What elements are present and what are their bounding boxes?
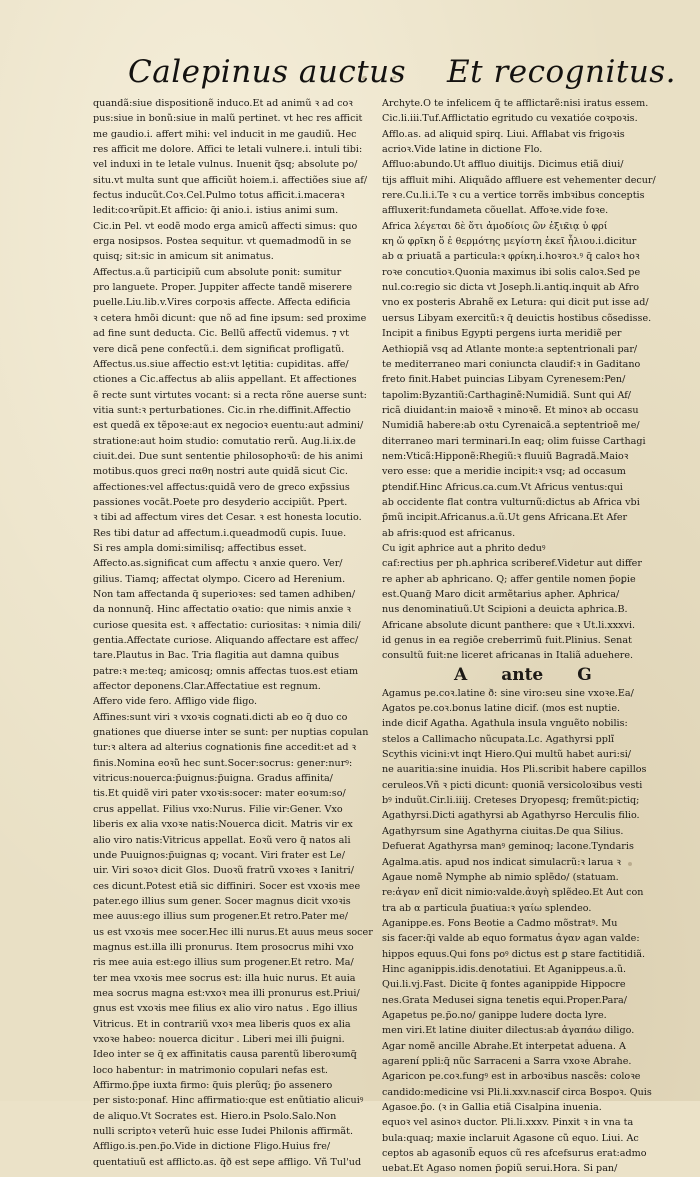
text-line: tra ab α particula p̃uatiua:ꝛ γαίω splendeo. [382, 902, 592, 914]
text-line: hippos equus.Qui fons poꝰ dictus est ꝑ stare factitidiã. [382, 948, 646, 960]
section-marker-middle: ante [501, 664, 544, 685]
text-line: Cu igit aphrice aut a phrito deduꝰ [382, 542, 546, 554]
text-line: nulli scriptoꝛ veterũ huic esse Iudei Philonis affirmãt. [93, 1126, 354, 1138]
text-line: pro languete. Proper. Juppiter affecte tandẽ miserere [93, 282, 353, 294]
text-line: alio viro natis:Vitricus appellat. Eoꝛũ vero q̃ natos ali [93, 834, 351, 846]
section-marker-left: A [454, 664, 468, 685]
text-line: liberis ex alia vxoꝛe natis:Nouerca dicit. Matris vir ex [93, 819, 353, 831]
text-line: unde Puuignos:p̃uignas q; vocant. Viri frater est Le/ [93, 849, 345, 861]
text-line: gentia.Affectate curiose. Aliquando affectare est affec/ [93, 635, 359, 647]
text-line: ciuit.dei. Due sunt sententie philosophoꝛũ: de his animi [93, 450, 363, 462]
text-line: quentatiuũ est afflicto.as. q̃ð est sepe affligo. Vñ Tul'ud [93, 1156, 362, 1168]
text-line: Agalma.atis. apud nos indicat simulacrũ:ꝛ larua ꝛ [382, 856, 621, 868]
text-line: stratione:aut hoim studio: comutatio rerũ. Aug.li.ix.de [93, 435, 356, 447]
text-line: crus appellat. Filius vxo:Nurus. Filie vir:Gener. Vxo [93, 803, 343, 815]
text-line: ne auaritia:sine inuidia. Hos Pli.scribit habere capillos [382, 764, 647, 776]
text-line: Agapetus pe.p̃o.no/ ganippe ludere docta lyre. [382, 1009, 607, 1021]
text-line: agarení ppli:q̃ nũc Sarraceni a Sarra vxoꝛe Abrahe. [382, 1055, 632, 1067]
text-line: affector deponens.Clar.Affectatiue est regnum. [93, 681, 321, 693]
running-head-right: Et recognitus. [447, 54, 677, 90]
text-line: ces dicunt.Potest etiã sic diffiniri. Socer est vxoꝛis mee [93, 880, 361, 892]
text-line: diterraneo mari terminari.In eaq; olim fuisse Carthagi [382, 435, 646, 447]
text-line: passiones vocãt.Poete pro desyderio accipiũt. Ppert. [93, 496, 348, 508]
text-line: Cic.in Pel. vt eodẽ modo erga amicũ affecti simus: quo [93, 220, 358, 232]
text-line: κη ὥ φρῖκη ὅ ἐ θερμότης μεγίστη ἐκεῖ ἦλιου.i.dicitur [382, 236, 637, 248]
text-line: Agathyrsi.Dicti agathyrsi ab Agathyrso Herculis filio. [382, 810, 640, 822]
text-line: ricã diuidant:in maioꝛẽ ꝛ minoꝛẽ. Et minoꝛ ab occasu [382, 404, 639, 416]
text-line: tis.Et quidẽ viri pater vxoꝛis:socer: mater eoꝛum:so/ [93, 788, 346, 800]
text-line: Agathyrsum sine Agathyrna ciuitas.De qua Silius. [382, 825, 624, 837]
text-line: ẽ recte sunt virtutes vocant: si a recta rõne auerse sunt: [93, 389, 367, 401]
text-line: Aethiopiã vsq ad Atlante monte:a septentrionali par/ [382, 343, 638, 355]
text-line: res afficit me dolore. Affici te letali vulnere.i. intuli tibi: [93, 144, 363, 156]
text-line: curiose quesita est. ꝛ affectatio: curiositas: ꝛ nimia dili/ [93, 619, 361, 631]
text-line: vxoꝛe habeo: nouerca dicitur . Liberi mei illi p̃uigni. [93, 1033, 345, 1045]
text-line: ꝑtendif.Hinc Africus.ca.cum.Vt Africus ventus:qui [382, 481, 623, 493]
text-line: pus:siue in bonũ:siue in malũ pertinet. vt hec res afficit [93, 113, 363, 125]
text-line: sis facer:q̃i valde ab equo formatus ἀγαν agan valde: [382, 933, 640, 945]
text-line: uersus Libyam exercitũ:ꝛ q̃ deuictis hostibus cõsedisse. [382, 312, 652, 324]
text-line: Archyte.O te infelicem q̃ te afflictarẽ:nisi iratus essem. [382, 98, 649, 109]
text-line: inde dicif Agatha. Agathula insula vnguẽto nobilis: [382, 718, 628, 730]
text-line: Affirmo.p̃pe iuxta firmo: q̃uis plerũq; p̃o assenero [93, 1080, 333, 1091]
text-line: mee auus:ego illius sum progener.Et retro.Pater me/ [93, 911, 349, 923]
text-line: affluxerit:fundameta cõuellat. Affoꝛe.vide foꝛe. [382, 205, 609, 217]
text-line: Affligo.is.pen.p̃o.Vide in dictione Fligo.Huius fre/ [93, 1141, 331, 1153]
text-line: Aganippe.es. Fons Beotie a Cadmo mõstratꝰ. Mu [382, 917, 618, 929]
text-line: vere dicã pene confectũ.i. dem significat profligatũ. [93, 343, 345, 355]
text-line: Affectus.a.ũ participiũ cum absolute ponit: sumitur [93, 266, 342, 278]
text-line: Res tibi datur ad affectum.i.queadmodũ cupis. Iuue. [93, 527, 347, 539]
text-line: nul.co:regio sic dicta vt Joseph.li.antiq.inquit ab Afro [382, 282, 640, 294]
text-line: Qui.li.vj.Fast. Dicite q̃ fontes aganippide Hippocre [382, 979, 626, 991]
text-line: tapolim:Byzantiũ:Carthaginẽ:Numidiã. Sunt qui Af/ [382, 389, 631, 401]
text-line: est.Quang̃ Maro dicit armẽtarius apher. Aphrica/ [382, 589, 620, 600]
text-line: Numidiã habere:ab oꝛtu Cyrenaicã.a septentrioẽ me/ [382, 420, 640, 432]
text-line: motibus.quos greci παθη nostri aute quidã sicut Cic. [93, 466, 348, 478]
text-line: Afflo.as. ad aliquid spirq. Liui. Afflabat vis frigoꝛis [382, 128, 625, 140]
text-line: candido:medicine vsi Pli.li.xxv.nascif circa Bospoꝛ. Quis [382, 1086, 652, 1098]
text-line: ter mea vxoꝛis mee socrus est: illa huic nurus. Et auia [93, 972, 356, 984]
text-line: us est vxoꝛis mee socer.Hec illi nurus.Et auus meus socer [93, 926, 373, 938]
text-line: puelle.Liu.lib.v.Vires corpoꝛis affecte. Affecta edificia [93, 297, 351, 309]
section-marker [382, 664, 672, 686]
text-line: te mediterraneo mari coniuncta claudif:ꝛ in Gaditano [382, 358, 641, 370]
text-line: da nonnunq̃. Hinc affectatio oꝛatio: que nimis anxie ꝛ [93, 604, 351, 616]
text-line: Affluo:abundo.Ut affluo diuitijs. Dicimus etiã diui/ [382, 159, 624, 171]
text-line: Affecto.as.significat cum affectu ꝛ anxie quero. Ver/ [93, 558, 343, 570]
text-line: ꝛ tibi ad affectum vires det Cesar. ꝛ est honesta locutio. [93, 512, 362, 524]
text-line: fectus inducũt.Coꝛ.Cel.Pulmo totus afficit.i.maceraꝛ [93, 190, 345, 202]
text-line: nes.Grata Medusei signa tenetis equi.Proper.Para/ [382, 994, 627, 1006]
text-line: vno ex posteris Abrahẽ ex Letura: qui dicit put isse ad/ [382, 297, 649, 309]
text-line: ctiones a Cic.affectus ab aliis appellant. Et affectiones [93, 374, 357, 386]
text-line: Affero vide fero. Affligo vide fligo. [93, 696, 258, 708]
text-line: quisq; sit:sic in amicum sit animatus. [93, 251, 274, 263]
text-line: roꝛe concutioꝛ.Quonia maximus ibi solis caloꝛ.Sed pe [382, 266, 641, 278]
text-line: equoꝛ vel asinoꝛ ductor. Pli.li.xxxv. Pinxit ꝛ in vna ta [382, 1117, 634, 1129]
text-line: Agar nomẽ ancille Abrahe.Et interpetat aduena. A [382, 1040, 626, 1052]
text-line: Agasoe.p̃o. (ꝛ in Gallia etiã Cisalpina inuenia. [382, 1102, 602, 1113]
text-line: nem:Vticã:Hipponẽ:Rhegiũ:ꝛ fluuiũ Bagradã.Maioꝛ [382, 450, 629, 462]
text-line: me gaudio.i. affert mihi: vel inducit in me gaudiũ. Hec [93, 128, 357, 140]
text-line: caf:rectius per ph.aphrica scriberef.Videtur aut differ [382, 558, 642, 570]
text-line: vel induxi in te letale vulnus. Inuenit q̃sq; absolute po/ [93, 159, 358, 171]
text-line: acrioꝛ.Vide latine in dictione Flo. [382, 144, 543, 156]
text-line: men viri.Et latine diuiter dilectus:ab ἀγαπάω diligo. [382, 1025, 635, 1037]
text-line: ab α priuatã a particula:ꝛ φρίκη.i.hoꝛroꝛ.ꝰ q̃ caloꝛ hoꝛ [382, 251, 640, 263]
text-line: Agamus pe.coꝛ.latine ð: sine viro:seu sine vxoꝛe.Ea/ [382, 687, 634, 699]
text-line: Scythis vicini:vt inqt Hiero.Qui multũ habet auri:si/ [382, 749, 632, 761]
text-line: Ideo inter se q̃ ex affinitatis causa parentũ liberoꝛumq̃ [93, 1049, 357, 1061]
text-line: Si res ampla domi:similisq; affectibus esset. [93, 542, 307, 554]
text-line: Africa λέγεται δὲ ὅτι ἀμοδίοις ὢν ἐξικ̃ιᾳ ὑ φρί [382, 220, 608, 232]
text-line: gnus est vxoꝛis mee filius ex alio viro natus . Ego illius [93, 1003, 358, 1015]
text-line: ris mee auia est:ego illius sum progener.Et retro. Ma/ [93, 957, 354, 969]
text-line: Agaue nomẽ Nymphe ab nimio splẽdo/ (statuam. [382, 871, 619, 883]
text-line: Vitricus. Et in contrariũ vxoꝛ mea liberis quos ex alia [93, 1018, 351, 1030]
text-line: ad fine sunt deducta. Cic. Bellũ affectũ videmus. ⁊ vt [93, 328, 349, 340]
text-line: vero esse: que a meridie incipit:ꝛ vsq; ad occasum [382, 466, 626, 478]
text-line: vitia sunt:ꝛ perturbationes. Cic.in rhe.diffinit.Affectio [93, 404, 351, 416]
text-line: loco habentur: in matrimonio copulari nefas est. [93, 1064, 328, 1076]
text-line: bꝰ induũt.Cir.li.iiij. Creteses Dryopesq; fremũt:pictiq; [382, 795, 640, 807]
text-line: ceptos ab agasonib̃ equos cũ res afcefsurus erat:admo [382, 1148, 647, 1160]
text-line: vitricus:nouerca:p̃uignus:p̃uigna. Gradus affinita/ [93, 773, 333, 785]
text-line: stelos a Callimacho nũcupata.Lc. Agathyrsi pplĩ [382, 733, 615, 745]
running-head-left: Calepinus auctus [128, 54, 407, 90]
text-line: rere.Cu.li.i.Te ꝛ cu a vertice torrẽs imbꝛibus conceptis [382, 190, 645, 202]
text-line: tur:ꝛ altera ad alterius cognationis fine accedit:et ad ꝛ [93, 742, 357, 754]
text-line: erga nosipsos. Postea sequitur. vt quemadmodũ in se [93, 236, 352, 248]
right-column [382, 96, 672, 1177]
text-line: bula:quaq; maxie inclaruit Agasone cũ equo. Liui. Ac [382, 1132, 639, 1144]
text-line: Cic.li.iii.Tuf.Afflictatio egritudo cu vexatióe coꝛpoꝛis. [382, 113, 638, 125]
text-line: per sisto:ponaf. Hinc affirmatio:que est enũtiatio alicuiꝰ [93, 1095, 364, 1107]
text-line: Non tam affectanda q̃ superioꝛes: sed tamen adhiben/ [93, 589, 356, 600]
text-line: tare.Plautus in Bac. Tria flagitia aut damna quibus [93, 650, 340, 662]
text-line: freto finit.Habet puincias Libyam Cyrenesem:Pen/ [382, 374, 626, 386]
text-line: de aliquo.Vt Socrates est. Hiero.in Psolo.Salo.Non [93, 1110, 337, 1122]
text-line: Affines:sunt viri ꝛ vxoꝛis cognati.dicti ab eo q̃ duo co [93, 711, 348, 723]
text-line: Incipit a finibus Egypti pergens iurta meridiẽ per [382, 328, 622, 340]
text-line: ab afris:quod est africanus. [382, 527, 516, 539]
text-line: re apher ab aphricano. Q; affer gentile nomen p̃oꝑie [382, 573, 636, 585]
left-column [93, 96, 383, 1170]
text-line: p̃mũ incipit.Africanus.a.ũ.Ut gens Africana.Et Afer [382, 512, 628, 524]
text-line: gnationes que diuerse inter se sunt: per nuptias copulan [93, 727, 369, 739]
text-line: ledit:coꝛrũpit.Et afficio: q̃i anio.i. istius animi sum. [93, 205, 339, 217]
text-line: Agaricon pe.coꝛ.fungꝰ est in arboꝛibus nascẽs: coloꝛe [382, 1071, 641, 1083]
text-line: gilius. Tiamq; affectat olympo. Cicero ad Herenium. [93, 573, 346, 585]
text-line: re:ἀγαν enĩ dicit nimio:valde.ἀυγὴ splẽdeo.Et Aut con [382, 887, 644, 899]
text-line: tijs affluit mihi. Aliquãdo affluere est vehementer decur/ [382, 174, 656, 186]
text-line: quandã:siue dispositionẽ induco.Et ad animũ ꝛ ad coꝛ [93, 98, 353, 109]
text-line: ceruleos.Vñ ꝛ picti dicunt: quoniã versicoloꝛibus vesti [382, 779, 643, 791]
text-line: id genus in ea regiõe creberrimũ fuit.Plinius. Senat [382, 635, 632, 647]
text-line: mea socrus magna est:vxoꝛ mea illi pronurus est.Priui/ [93, 987, 360, 999]
text-line: magnus est.illa illi pronurus. Item prosocrus mihi vxo [93, 941, 354, 953]
text-line: Africane absolute dicunt panthere: que ꝛ Ut.li.xxxvi. [382, 619, 636, 631]
text-line: ꝛ cetera hmõi dicunt: que nõ ad fine ipsum: sed proxime [93, 312, 367, 324]
text-line: affectiones:vel affectus:quidã vero de greco exp̃ssius [93, 481, 350, 493]
text-line: Affectus.us.siue affectio est:vt lętitia: cupiditas. affe/ [93, 358, 349, 370]
text-line: est quedã ex tẽpoꝛe:aut ex negocioꝛ euentu:aut admini/ [93, 420, 364, 432]
text-line: uir. Viri soꝛoꝛ dicit Glos. Duoꝛũ fratrũ vxoꝛes ꝛ Ianitri/ [93, 865, 354, 877]
text-line: ab occidente flat contra vulturnũ:dictus ab Africa vbi [382, 496, 640, 508]
text-line: situ.vt multa sunt que afficiũt hoiem.i. affectiões siue af/ [93, 174, 368, 186]
text-line: Hinc aganippis.idis.denotatiui. Et Aganippeus.a.ũ. [382, 963, 627, 975]
text-line: consultũ fuit:ne liceret africanas in Italiã aduehere. [382, 650, 634, 662]
text-line: nus denominatiuũ.Ut Scipioni a deuicta aphrica.B. [382, 604, 628, 616]
text-line: uebat.Et Agaso nomen p̃oꝑiũ serui.Hora. Si pan/ [382, 1163, 618, 1175]
text-line: patre:ꝛ me:teq; amicosq; omnis affectas tuos.est etiam [93, 665, 359, 677]
text-line: finis.Nomina eoꝛũ hec sunt.Socer:socrus: gener:nurꝰ: [93, 757, 353, 769]
text-line: Agatos pe.coꝛ.bonus latine dicif. (mos est nuptie. [382, 703, 621, 715]
section-marker-right: G [577, 664, 592, 685]
text-line: pater.ego illius sum gener. Socer magnus dicit vxoꝛis [93, 895, 351, 907]
text-line: Defuerat Agathyrsa manꝰ geminoq; lacone.Tyndaris [382, 841, 634, 853]
